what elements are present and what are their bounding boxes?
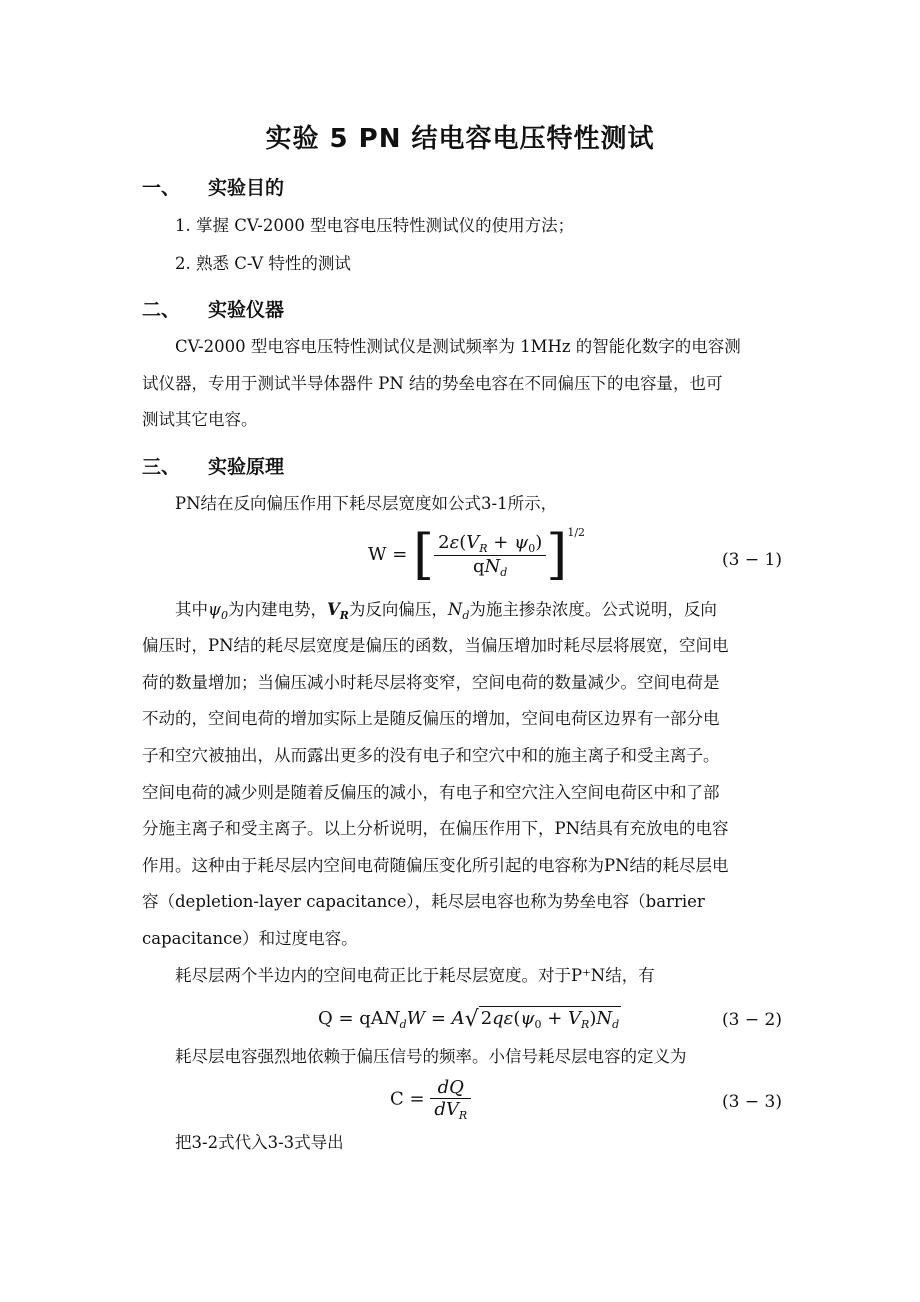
section-number: 二、 [142,299,181,321]
section-title: 实验原理 [208,456,285,478]
section-number: 一、 [142,177,181,199]
text-segment: 为施主掺杂浓度。公式说明，反向 [469,600,717,619]
principle-line: 子和空穴被抽出，从而露出更多的没有电子和空穴中和的施主离子和受主离子。 [142,746,720,765]
section-heading-instrument [142,295,442,321]
vr-symbol: $V_R$ [326,600,349,622]
principle-intro: PN结在反向偏压作用下耗尽层宽度如公式3-1所示， [175,494,558,513]
section-heading-principle [142,452,442,478]
equation-3-2: Q = qAN$_d$W = A√ $2q\varepsilon(\psi_0 + V_R)N_d$ [318,1007,620,1032]
equation-3-3: C = $\frac{dQ}{dV_R}$ [390,1077,471,1122]
text-segment: 为内建电势， [227,600,327,619]
principle-line: 不动的，空间电荷的增加实际上是随反偏压的增加，空间电荷区边界有一部分电 [142,709,720,728]
equation-3-1: W = [ $\frac{2\varepsilon(V_R + \psi_0)}{qN_d}$ ]$^{1/2}$ [368,523,586,586]
instrument-line: CV-2000 型电容电压特性测试仪是测试频率为 1MHz 的智能化数字的电容测 [175,337,741,356]
principle-line: 偏压时，PN结的耗尽层宽度是偏压的函数，当偏压增加时耗尽层将展宽，空间电 [142,636,729,655]
equation-label: (3 − 3) [722,1092,782,1112]
section-title: 实验目的 [208,177,285,199]
page-title: 实验 5 PN 结电容电压特性测试 [265,124,655,154]
principle-line: 分施主离子和受主离子。以上分析说明，在偏压作用下，PN结具有充放电的电容 [142,819,729,838]
principle-line: 容（depletion-layer capacitance），耗尽层电容也称为势垒电容（barrier [142,892,705,911]
principle-line: 空间电荷的减少则是随着反偏压的减小，有电子和空穴注入空间电荷区中和了部 [142,783,720,802]
equation-label: (3 − 2) [722,1010,782,1030]
psi0-symbol: $\psi_0$ [208,600,228,622]
closing-line: 把3-2式代入3-3式导出 [175,1133,344,1152]
section-heading-objectives [142,173,442,199]
text-segment: 其中 [175,600,208,619]
objective-item: 1. 掌握 CV-2000 型电容电压特性测试仪的使用方法； [175,216,575,235]
section-number: 三、 [142,456,181,478]
section-title: 实验仪器 [208,299,285,321]
principle-line: 荷的数量增加；当偏压减小时耗尽层将变窄，空间电荷的数量减少。空间电荷是 [142,673,720,692]
frequency-line: 耗尽层电容强烈地依赖于偏压信号的频率。小信号耗尽层电容的定义为 [175,1047,687,1066]
text-segment: 为反向偏压， [348,600,448,619]
principle-paragraph-first-line [175,600,717,626]
instrument-line: 测试其它电容。 [142,410,258,429]
equation-label: (3 − 1) [722,550,782,570]
charge-line: 耗尽层两个半边内的空间电荷正比于耗尽层宽度。对于P⁺N结，有 [175,966,655,985]
principle-line: capacitance）和过度电容。 [142,929,358,948]
objective-item: 2. 熟悉 C-V 特性的测试 [175,254,351,273]
principle-line: 作用。这种由于耗尽层内空间电荷随偏压变化所引起的电容称为PN结的耗尽层电 [142,856,729,875]
nd-symbol: $N_d$ [447,600,470,622]
instrument-line: 试仪器，专用于测试半导体器件 PN 结的势垒电容在不同偏压下的电容量，也可 [142,374,723,393]
